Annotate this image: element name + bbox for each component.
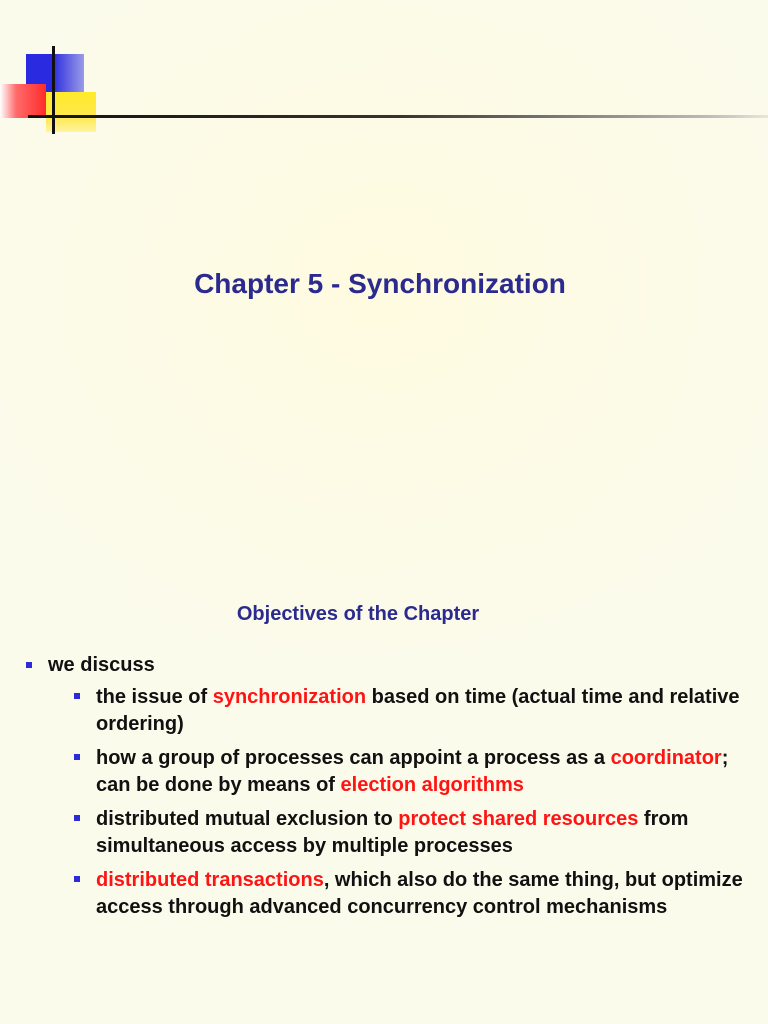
highlight-text: protect shared resources	[398, 808, 639, 830]
bullet-text: distributed mutual exclusion to	[96, 808, 399, 830]
highlight-text: distributed transactions	[96, 869, 324, 891]
slide-subtitle: Objectives of the Chapter	[236, 603, 480, 625]
vertical-rule	[52, 46, 55, 134]
highlight-text: synchronization	[212, 686, 367, 708]
sub-bullet-item	[72, 806, 754, 860]
bullet-item-top	[24, 652, 754, 921]
bullet-text: ; can be done by means of	[96, 747, 729, 796]
sub-bullet-item	[72, 745, 754, 799]
bullet-text: we discuss	[48, 654, 155, 676]
bullet-square-icon	[74, 815, 80, 821]
bullet-text: , which also do the same thing, but optimize access through advanced concurrency control mechanisms	[96, 869, 743, 918]
sub-bullet-item	[72, 867, 754, 921]
bullet-text: from simultaneous access by multiple processes	[96, 808, 689, 857]
red-square-decoration	[0, 84, 46, 118]
bullet-square-icon	[74, 754, 80, 760]
bullet-text: the issue of	[96, 686, 213, 708]
sub-bullet-item	[72, 684, 754, 738]
slide-logo-decoration	[0, 0, 110, 140]
bullet-text: based on time (actual time and relative ordering)	[96, 686, 740, 735]
header-rule	[28, 115, 768, 118]
bullet-square-icon	[74, 876, 80, 882]
bullet-square-icon	[26, 662, 32, 668]
highlight-text: coordinator	[610, 747, 722, 769]
bullet-list	[24, 652, 754, 928]
highlight-text: election algorithms	[340, 774, 524, 796]
bullet-square-icon	[74, 693, 80, 699]
slide-title: Chapter 5 - Synchronization	[194, 268, 566, 299]
sub-bullet-list	[48, 684, 754, 921]
bullet-text: how a group of processes can appoint a process as a	[96, 747, 611, 769]
